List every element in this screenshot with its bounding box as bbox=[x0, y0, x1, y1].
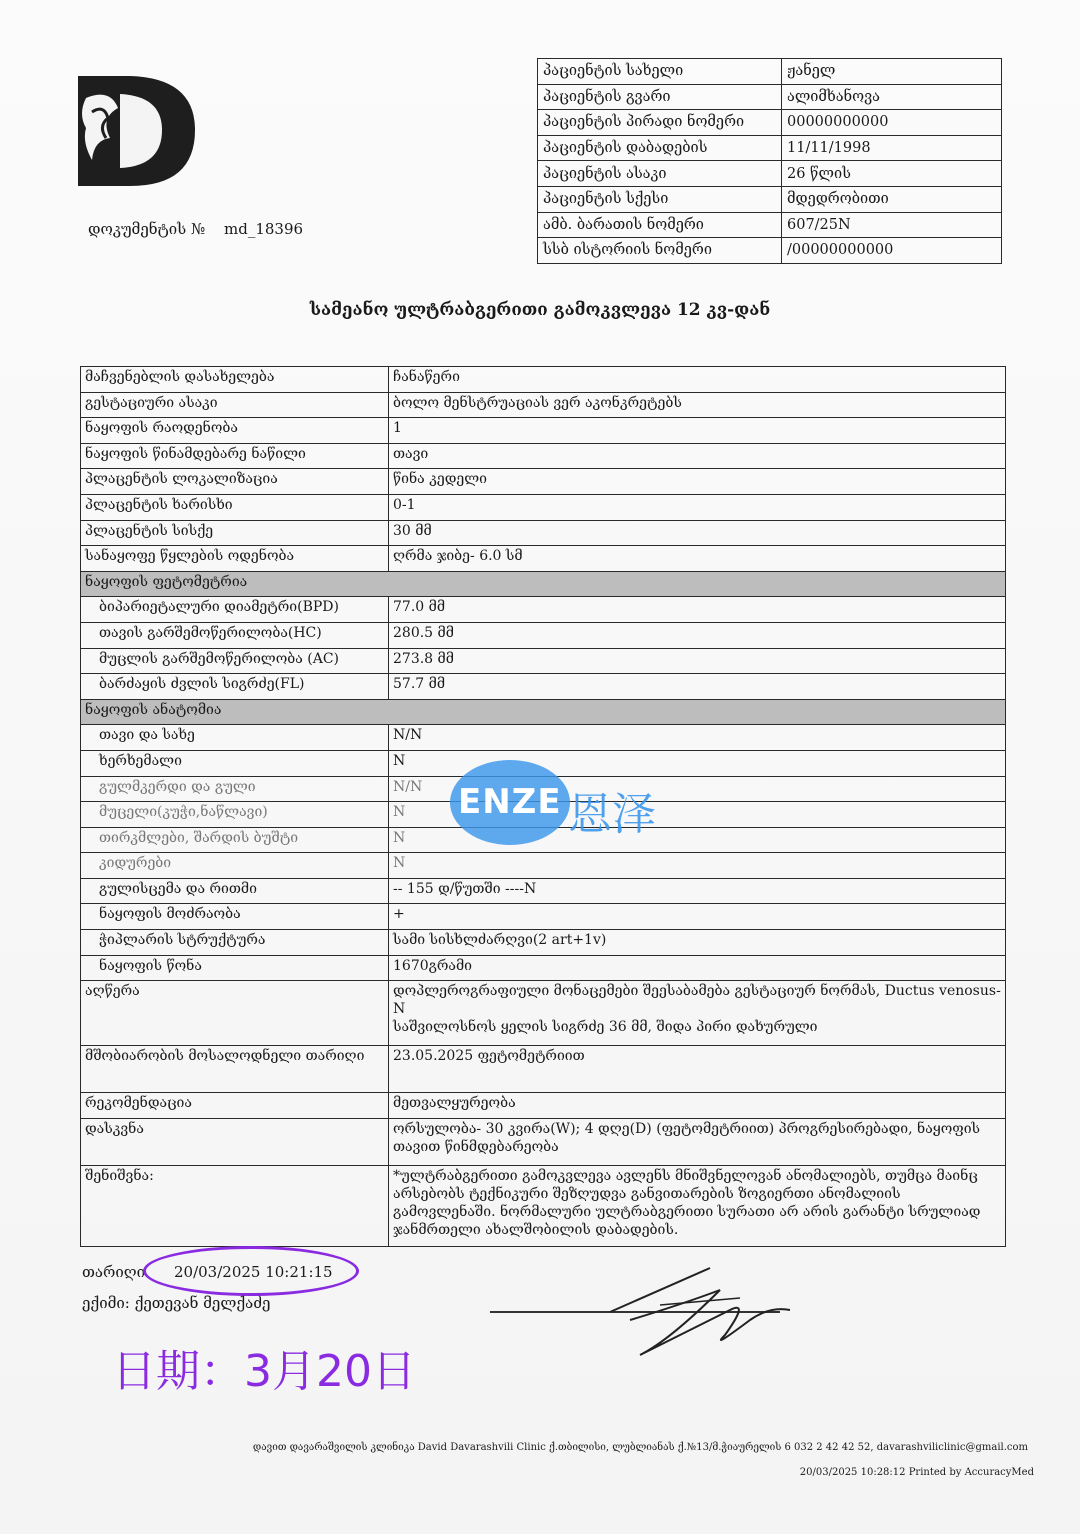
patient-info-table bbox=[537, 58, 1002, 264]
result-row bbox=[81, 674, 1006, 700]
patient-row bbox=[538, 186, 1002, 212]
result-value: ორსულობა- 30 კვირა(W); 4 დღე(D) (ფეტომეტრიით) პროგრესირებადი, ნაყოფის თავით წინმდებარეობა bbox=[389, 1118, 1006, 1165]
patient-field-label: ამბ. ბარათის ნომერი bbox=[538, 212, 782, 238]
result-value: -- 155 დ/წუთში ----N bbox=[389, 878, 1006, 904]
result-label: ნაყოფის მოძრაობა bbox=[81, 904, 389, 930]
patient-field-value: ალიმხანოვა bbox=[782, 84, 1002, 110]
result-value: N bbox=[389, 750, 1006, 776]
patient-field-value: 00000000000 bbox=[782, 110, 1002, 136]
date-highlight-oval bbox=[143, 1246, 359, 1296]
result-label: ნაყოფის რაოდენობა bbox=[81, 418, 389, 444]
result-row bbox=[81, 367, 1006, 393]
conclusion-row bbox=[81, 1118, 1006, 1165]
result-label: პლაცენტის სისქე bbox=[81, 520, 389, 546]
result-value: N bbox=[389, 802, 1006, 828]
result-row bbox=[81, 546, 1006, 572]
result-row bbox=[81, 725, 1006, 751]
result-value: 0-1 bbox=[389, 494, 1006, 520]
result-value: 273.8 მმ bbox=[389, 648, 1006, 674]
patient-field-value: ჟანელ bbox=[782, 59, 1002, 85]
result-value: N bbox=[389, 853, 1006, 879]
result-row bbox=[81, 955, 1006, 981]
result-value: N bbox=[389, 827, 1006, 853]
patient-row bbox=[538, 212, 1002, 238]
result-value: 23.05.2025 ფეტომეტრიით bbox=[389, 1046, 1006, 1093]
result-label: მაჩვენებლის დასახელება bbox=[81, 367, 389, 393]
result-row bbox=[81, 648, 1006, 674]
document-number-value: md_18396 bbox=[224, 220, 304, 238]
result-label: კიდურები bbox=[81, 853, 389, 879]
patient-row bbox=[538, 84, 1002, 110]
result-row bbox=[81, 418, 1006, 444]
result-row bbox=[81, 469, 1006, 495]
result-label: ბარძაყის ძვლის სიგრძე(FL) bbox=[81, 674, 389, 700]
result-value: თავი bbox=[389, 443, 1006, 469]
result-label: ბიპარიეტალური დიამეტრი(BPD) bbox=[81, 597, 389, 623]
result-label: პლაცენტის ლოკალიზაცია bbox=[81, 469, 389, 495]
patient-row bbox=[538, 161, 1002, 187]
patient-field-value: 26 წლის bbox=[782, 161, 1002, 187]
result-value: N/N bbox=[389, 776, 1006, 802]
patient-row bbox=[538, 59, 1002, 85]
result-row bbox=[81, 904, 1006, 930]
result-label: ხერხემალი bbox=[81, 750, 389, 776]
patient-row bbox=[538, 135, 1002, 161]
result-value: ჩანაწერი bbox=[389, 367, 1006, 393]
printed-by: 20/03/2025 10:28:12 Printed by AccuracyMed bbox=[799, 1467, 1034, 1478]
result-value: 280.5 მმ bbox=[389, 622, 1006, 648]
result-row bbox=[81, 392, 1006, 418]
clinic-footer: დავით დავარაშვილის კლინიკა David Davarashvili Clinic ქ.თბილისი, ლუბლიანას ქ.№13/მ.ჭიაურელის 6 032 2 42 42 52, davarashviliclinic@gmail.com bbox=[252, 1442, 1028, 1453]
section-header-anatomy bbox=[81, 699, 1006, 725]
date-label: თარიღი bbox=[82, 1263, 146, 1281]
result-value: ღრმა ჯიბე- 6.0 სმ bbox=[389, 546, 1006, 572]
result-label: მშობიარობის მოსალოდნელი თარიღი bbox=[81, 1046, 389, 1093]
result-label: ნაყოფის წონა bbox=[81, 955, 389, 981]
result-label: სანაყოფე წყლების ოდენობა bbox=[81, 546, 389, 572]
result-row bbox=[81, 622, 1006, 648]
result-row bbox=[81, 443, 1006, 469]
result-value: 77.0 მმ bbox=[389, 597, 1006, 623]
patient-row bbox=[538, 110, 1002, 136]
result-label: დასკვნა bbox=[81, 1118, 389, 1165]
document-number bbox=[88, 220, 303, 238]
result-value: + bbox=[389, 904, 1006, 930]
handwritten-signature-icon bbox=[600, 1250, 800, 1360]
result-value: 1 bbox=[389, 418, 1006, 444]
result-row bbox=[81, 930, 1006, 956]
date-annotation: 日期：3月20日 bbox=[112, 1346, 416, 1397]
result-value: წინა კედელი bbox=[389, 469, 1006, 495]
section-header-fetometry bbox=[81, 571, 1006, 597]
patient-field-label: პაციენტის სახელი bbox=[538, 59, 782, 85]
recommendation-row bbox=[81, 1093, 1006, 1119]
watermark-brand: ENZE bbox=[458, 782, 562, 822]
result-label: აღწერა bbox=[81, 981, 389, 1046]
result-label: პლაცენტის ხარისხი bbox=[81, 494, 389, 520]
result-label: გულისცემა და რითმი bbox=[81, 878, 389, 904]
result-row bbox=[81, 878, 1006, 904]
result-value bbox=[389, 981, 1006, 1046]
enze-watermark bbox=[450, 760, 710, 845]
clinic-logo-icon bbox=[70, 68, 200, 193]
result-label: ნაყოფის წინამდებარე ნაწილი bbox=[81, 443, 389, 469]
patient-field-label: პაციენტის პირადი ნომერი bbox=[538, 110, 782, 136]
result-label: რეკომენდაცია bbox=[81, 1093, 389, 1119]
document-number-label: დოკუმენტის № bbox=[88, 220, 206, 238]
patient-field-label: პაციენტის ასაკი bbox=[538, 161, 782, 187]
patient-field-value: მდედრობითი bbox=[782, 186, 1002, 212]
result-row bbox=[81, 520, 1006, 546]
result-value: სამი სისხლძარღვი(2 art+1v) bbox=[389, 930, 1006, 956]
patient-field-label: პაციენტის დაბადების bbox=[538, 135, 782, 161]
result-label: შენიშვნა: bbox=[81, 1165, 389, 1246]
result-label: ნაყოფის ფეტომეტრია bbox=[81, 571, 1006, 597]
result-value: *ულტრაბგერითი გამოკვლევა ავლენს მნიშვნელოვან ანომალიებს, თუმცა მაინც არსებობს ტექნიკური შეზღუდვა განვითარების ზოგიერთი ანომალიის გამოვლენაში. ნორმალური ულტრაბგერითი სურათი არ არის გარანტი სრულიად ჯანმრთელი ახალშობილის დაბადების. bbox=[389, 1165, 1006, 1246]
date-value: 20/03/2025 10:21:15 bbox=[174, 1263, 333, 1281]
result-label: თირკმლები, შარდის ბუშტი bbox=[81, 827, 389, 853]
result-row bbox=[81, 494, 1006, 520]
result-value: მეთვალყურეობა bbox=[389, 1093, 1006, 1119]
result-label: გულმკერდი და გული bbox=[81, 776, 389, 802]
description-row bbox=[81, 981, 1006, 1046]
watermark-chinese: 恩泽 bbox=[568, 789, 656, 840]
result-label: გესტაციური ასაკი bbox=[81, 392, 389, 418]
patient-field-value: /00000000000 bbox=[782, 238, 1002, 264]
result-value-line: დოპლეროგრაფიული მონაცემები შეესაბამება გესტაციურ ნორმას, Ductus venosus-N bbox=[393, 983, 1001, 1018]
result-label: ნაყოფის ანატომია bbox=[81, 699, 1006, 725]
result-label: თავის გარშემოწერილობა(HC) bbox=[81, 622, 389, 648]
result-value: N/N bbox=[389, 725, 1006, 751]
result-label: ჭიპლარის სტრუქტურა bbox=[81, 930, 389, 956]
due-date-row bbox=[81, 1046, 1006, 1093]
patient-field-label: პაციენტის გვარი bbox=[538, 84, 782, 110]
result-row bbox=[81, 853, 1006, 879]
result-row bbox=[81, 597, 1006, 623]
result-value: ბოლო მენსტრუაციას ვერ აკონკრეტებს bbox=[389, 392, 1006, 418]
result-label: თავი და სახე bbox=[81, 725, 389, 751]
doctor-name: ექიმი: ქეთევან მელქაძე bbox=[82, 1294, 271, 1312]
patient-field-value: 11/11/1998 bbox=[782, 135, 1002, 161]
note-row bbox=[81, 1165, 1006, 1246]
result-value: 30 მმ bbox=[389, 520, 1006, 546]
result-label: მუცლის გარშემოწერილობა (AC) bbox=[81, 648, 389, 674]
result-value: 1670გრამი bbox=[389, 955, 1006, 981]
result-value: 57.7 მმ bbox=[389, 674, 1006, 700]
result-value-line: საშვილოსნოს ყელის სიგრძე 36 მმ, შიდა პირი დახურული bbox=[393, 1019, 818, 1036]
report-title: სამეანო ულტრაბგერითი გამოკვლევა 12 კვ-დან bbox=[309, 300, 771, 320]
patient-field-label: სსბ ისტორიის ნომერი bbox=[538, 238, 782, 264]
result-label: მუცელი(კუჭი,ნაწლავი) bbox=[81, 802, 389, 828]
patient-field-value: 607/25N bbox=[782, 212, 1002, 238]
patient-row bbox=[538, 238, 1002, 264]
patient-field-label: პაციენტის სქესი bbox=[538, 186, 782, 212]
